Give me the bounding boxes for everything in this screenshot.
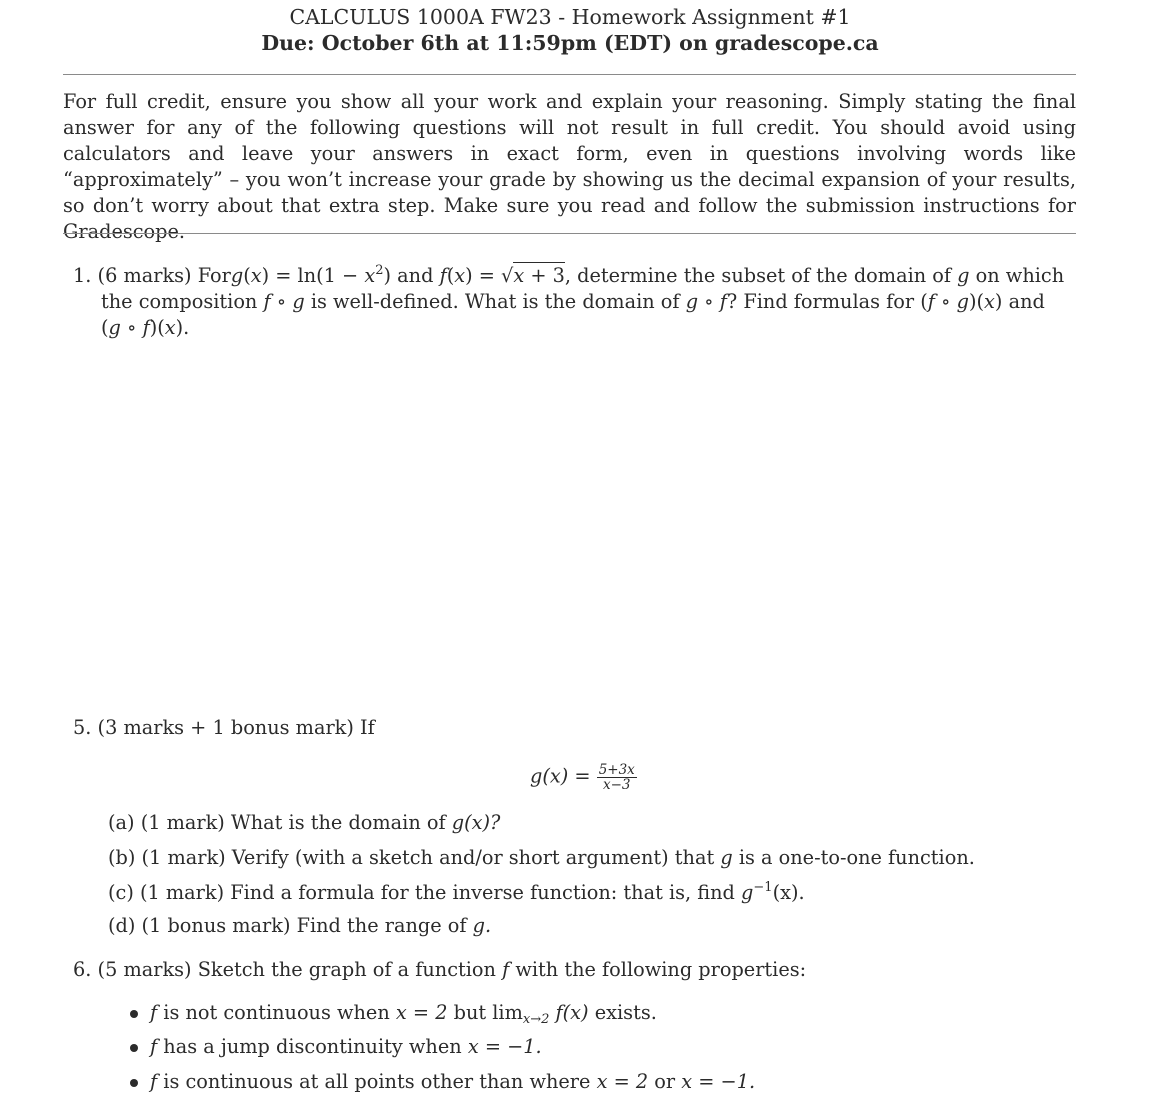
math-g: g [957, 264, 970, 287]
bullet-icon [130, 1044, 138, 1052]
part-math: g. [472, 914, 492, 937]
question-1 [73, 258, 1076, 341]
question-marks: (3 marks + 1 bonus mark) If [97, 716, 375, 739]
question-marks: (6 marks) [97, 264, 192, 287]
instructions-divider [63, 233, 1076, 234]
property-1 [150, 1001, 657, 1027]
due-date: Due: October 6th at 11:59pm (EDT) on gradescope.ca [261, 31, 879, 55]
q1-domain-text: is well-defined. What is the domain of [310, 290, 680, 313]
part-b [108, 846, 975, 869]
part-text: (1 mark) Find a formula for the inverse function: that is, find [139, 881, 735, 904]
q1-and-2: and [1008, 290, 1045, 313]
property-f: f [150, 1001, 158, 1024]
part-c [108, 880, 805, 904]
question-number: 6. [73, 958, 92, 981]
property-math: x = 2 [596, 1070, 649, 1093]
question-1-line-1 [73, 258, 1076, 289]
formula-fraction [597, 763, 637, 792]
question-number: 5. [73, 716, 92, 739]
part-math-2: (x). [772, 881, 805, 904]
question-number: 1. [73, 264, 92, 287]
question-rest: with the following properties: [515, 958, 807, 981]
question-marks: (5 marks) Sketch the graph of a function [97, 958, 496, 981]
math-g-of-f: g ∘ f [685, 290, 727, 313]
q1-for: For [197, 264, 231, 287]
formula-denominator: x−3 [602, 777, 631, 793]
property-f: f [150, 1035, 158, 1058]
property-f: f [150, 1070, 158, 1093]
q1-determine: , determine the subset of the domain of [564, 264, 952, 287]
property-or: or [654, 1070, 676, 1093]
bullet-icon [130, 1079, 138, 1087]
property-lim: but lim [453, 1001, 523, 1024]
part-text: (1 bonus mark) Find the range of [141, 914, 467, 937]
part-label: (d) [108, 914, 136, 937]
top-divider [63, 74, 1076, 75]
math-g-def: $g(x) = \ln(1 - x^2)$ [230, 263, 392, 287]
part-d [108, 914, 491, 937]
property-text: is not continuous when [163, 1001, 390, 1024]
property-exists: exists. [594, 1001, 657, 1024]
part-label: (b) [108, 846, 136, 869]
math-fog-x: (f ∘ g)(x) [920, 290, 1003, 313]
bullet-icon [130, 1010, 138, 1018]
q1-composition-text: the composition [101, 290, 258, 313]
question-6 [73, 958, 806, 981]
part-math: g [741, 881, 754, 904]
question-1-line-2 [73, 289, 1076, 315]
q1-on-which: on which [975, 264, 1065, 287]
q1-and: and [397, 264, 434, 287]
q1-formulas-text: ? Find formulas for [726, 290, 915, 313]
math-f-def: f(x) = √x + 3 [439, 264, 565, 287]
math-f-of-g: f ∘ g [263, 290, 305, 313]
part-superscript: −1 [753, 880, 773, 895]
part-label: (c) [108, 881, 134, 904]
property-text: has a jump discontinuity when [163, 1035, 462, 1058]
property-text: is continuous at all points other than where [163, 1070, 591, 1093]
g-formula [530, 763, 637, 792]
property-3 [150, 1070, 755, 1093]
part-label: (a) [108, 811, 135, 834]
part-text: (1 mark) Verify (with a sketch and/or short argument) that [141, 846, 715, 869]
property-math: x = −1. [467, 1035, 542, 1058]
part-text: (1 mark) What is the domain of [140, 811, 446, 834]
assignment-title: CALCULUS 1000A FW23 - Homework Assignment #1 [289, 5, 851, 29]
property-lim-subscript: x→2 [522, 1012, 550, 1027]
property-math-2: x = −1. [681, 1070, 756, 1093]
formula-lhs: g(x) = [530, 764, 591, 788]
math-gof-x: (g ∘ f)(x). [101, 316, 190, 339]
part-math: g [720, 846, 733, 869]
property-2 [150, 1035, 542, 1058]
question-1-line-3 [73, 315, 1076, 341]
math-f: f [502, 958, 510, 981]
part-text-2: is a one-to-one function. [738, 846, 975, 869]
instructions-paragraph: For full credit, ensure you show all your work and explain your reasoning. Simply stating the final answer for any of the following questions will not result in full credit. You should avoid using calculators and leave your answers in exact form, even in questions involving words like “approximately” – you won’t increase your grade by showing us the decimal expansion of your results, so don’t worry about that extra step. Make sure you read and follow the submission instructions for Gradescope. [63, 90, 1076, 243]
question-5 [73, 716, 375, 739]
part-math: g(x)? [451, 811, 501, 834]
property-math: x = 2 [395, 1001, 448, 1024]
part-a [108, 811, 500, 834]
property-fx: f(x) [555, 1001, 589, 1024]
formula-numerator: 5+3x [598, 762, 635, 778]
